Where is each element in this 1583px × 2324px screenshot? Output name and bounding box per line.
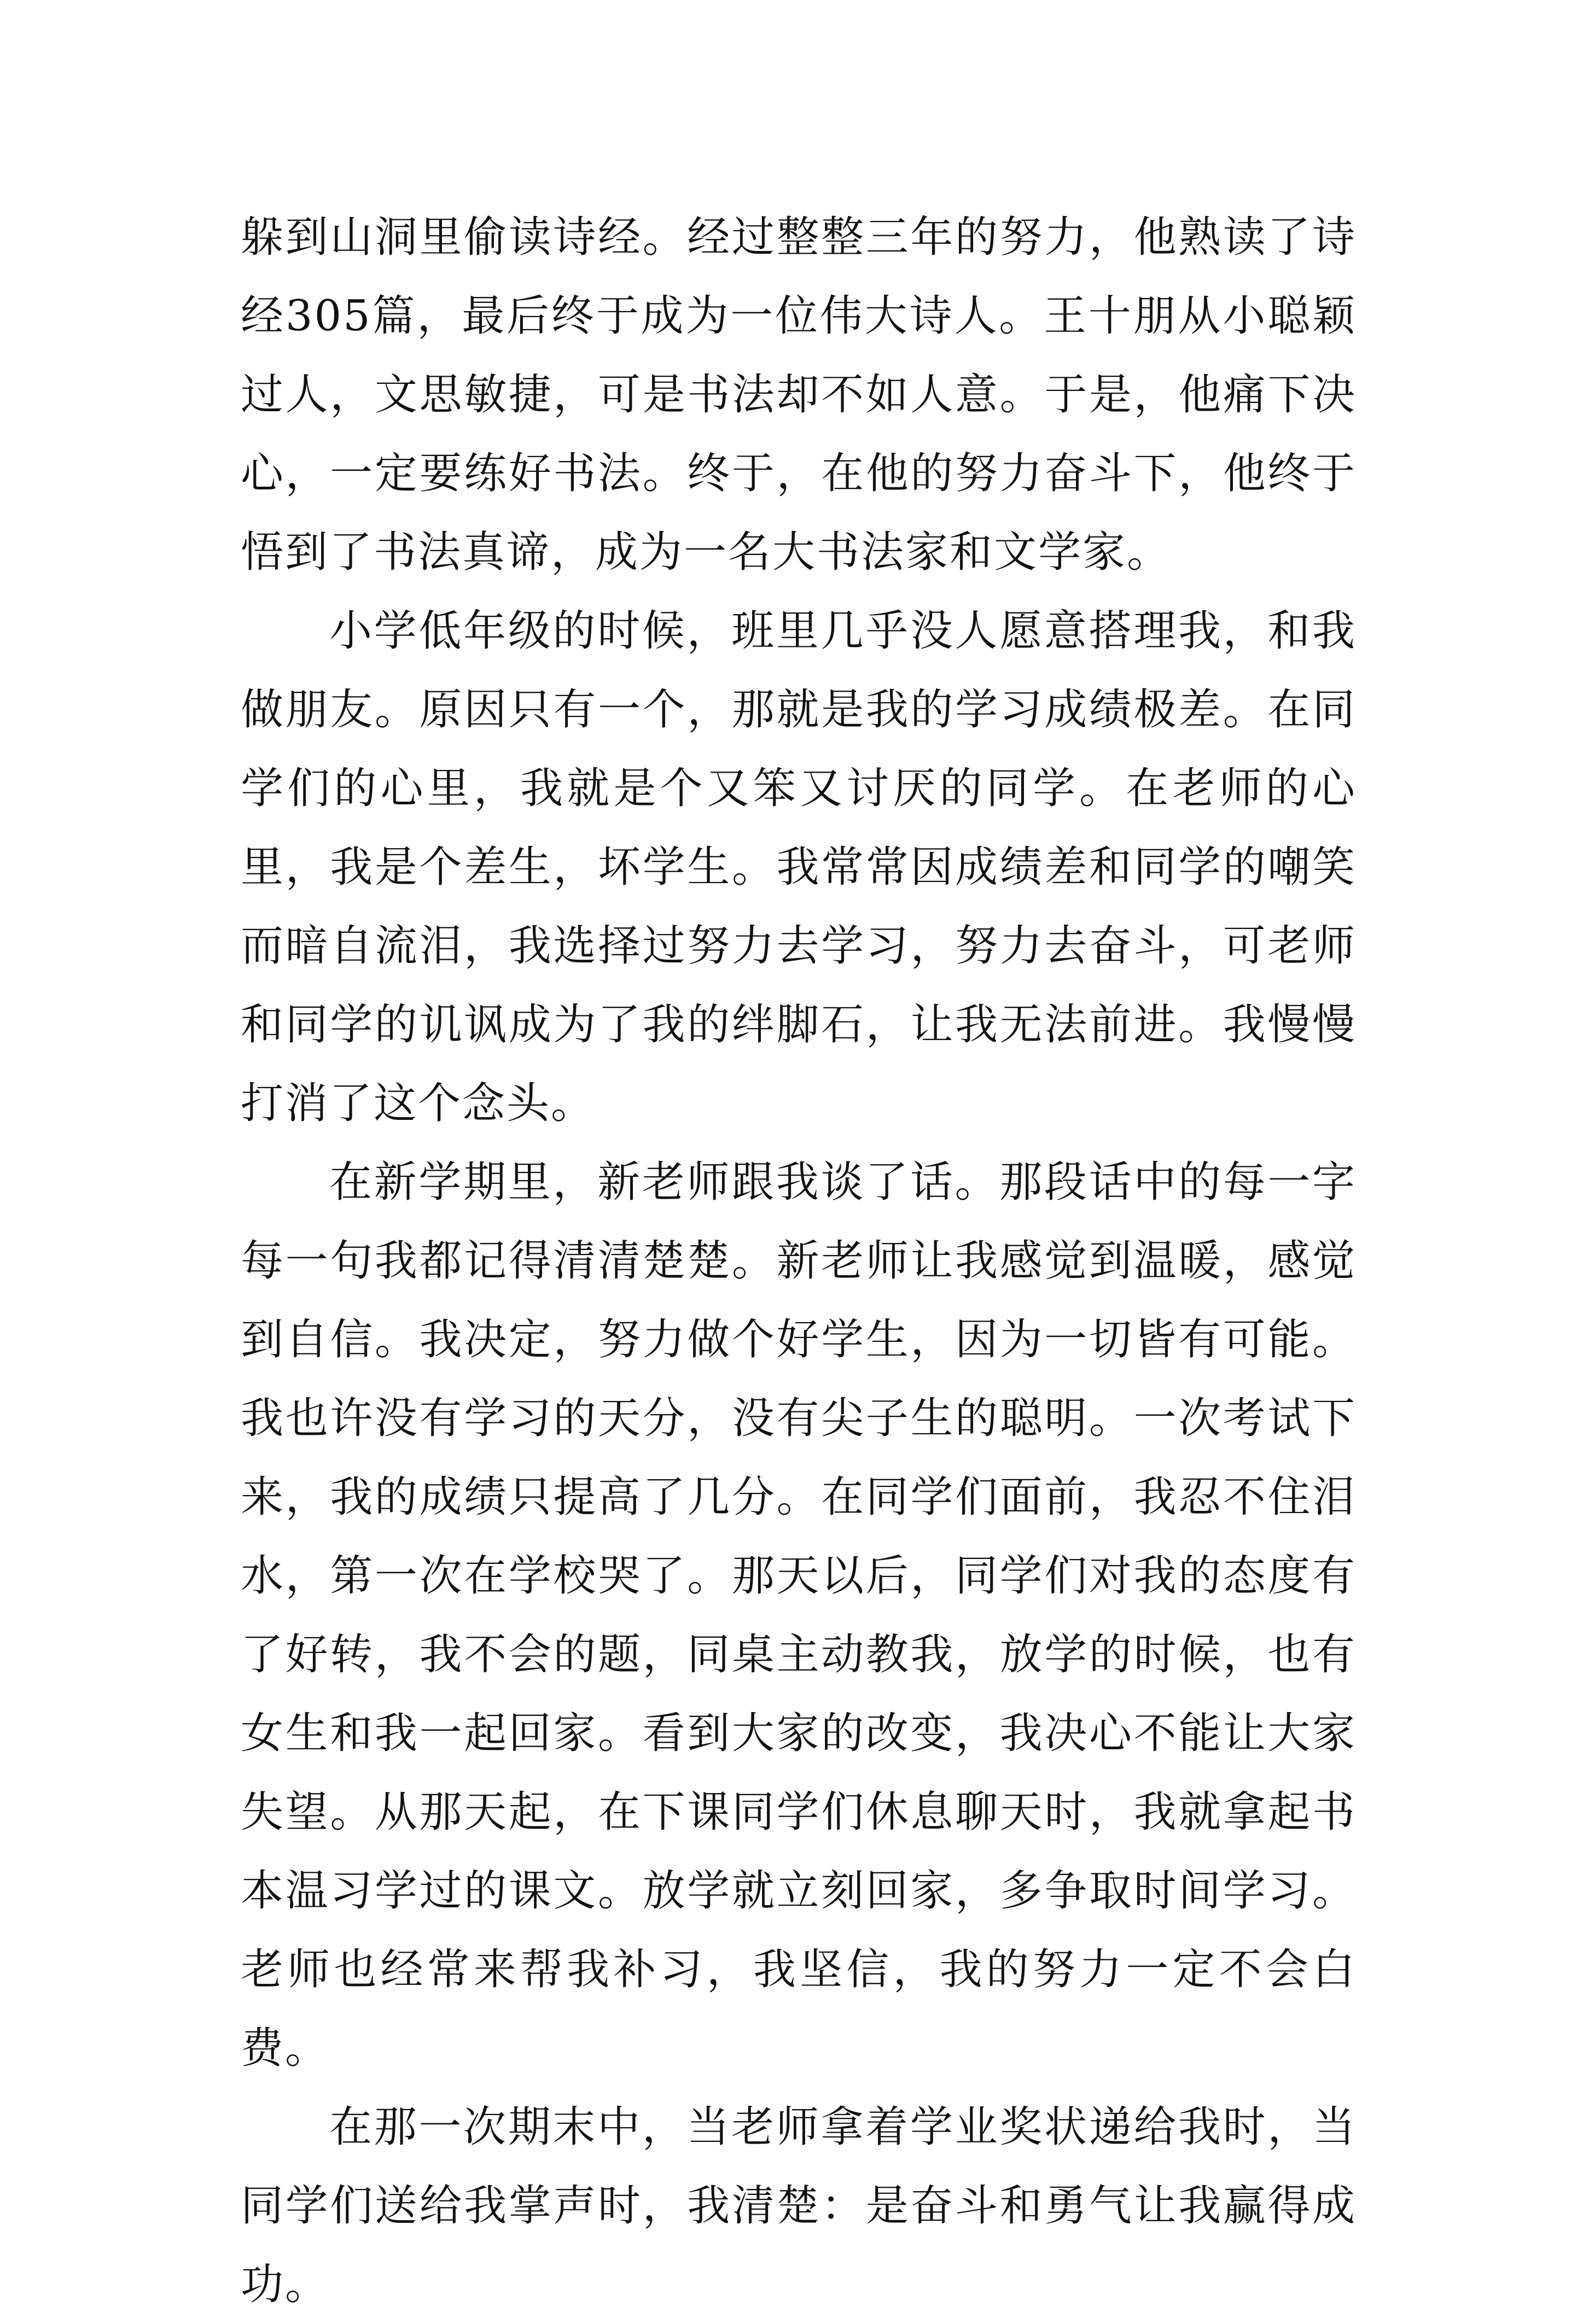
paragraph-continuation: 躲到山洞里偷读诗经。经过整整三年的努力，他熟读了诗经305篇，最后终于成为一位伟大诗人。王十朋从小聪颖过人，文思敏捷，可是书法却不如人意。于是，他痛下决心，一定要练好书法。终于，在他的努力奋斗下，他终于悟到了书法真谛，成为一名大书法家和文学家。: [241, 213, 1357, 577]
paragraph-conclusion: 在那一次期末中，当老师拿着学业奖状递给我时，当同学们送给我掌声时，我清楚：是奋斗和勇气让我赢得成功。: [241, 2103, 1357, 2309]
paragraph-childhood: 小学低年级的时候，班里几乎没人愿意搭理我，和我做朋友。原因只有一个，那就是我的学习成绩极差。在同学们的心里，我就是个又笨又讨厌的同学。在老师的心里，我是个差生，坏学生。我常常因成绩差和同学的嘲笑而暗自流泪，我选择过努力去学习，努力去奋斗，可老师和同学的讥讽成为了我的绊脚石，让我无法前进。我慢慢打消了这个念头。: [241, 606, 1357, 1128]
paragraph-new-semester: 在新学期里，新老师跟我谈了话。那段话中的每一字每一句我都记得清清楚楚。新老师让我感觉到温暖，感觉到自信。我决定，努力做个好学生，因为一切皆有可能。我也许没有学习的天分，没有尖子生的聪明。一次考试下来，我的成绩只提高了几分。在同学们面前，我忍不住泪水，第一次在学校哭了。那天以后，同学们对我的态度有了好转，我不会的题，同桌主动教我，放学的时候，也有女生和我一起回家。看到大家的改变，我决心不能让大家失望。从那天起，在下课同学们休息聊天时，我就拿起书本温习学过的课文。放学就立刻回家，多争取时间学习。老师也经常来帮我补习，我坚信，我的努力一定不会白费。: [241, 1158, 1357, 2073]
document-body: [241, 198, 1357, 2324]
